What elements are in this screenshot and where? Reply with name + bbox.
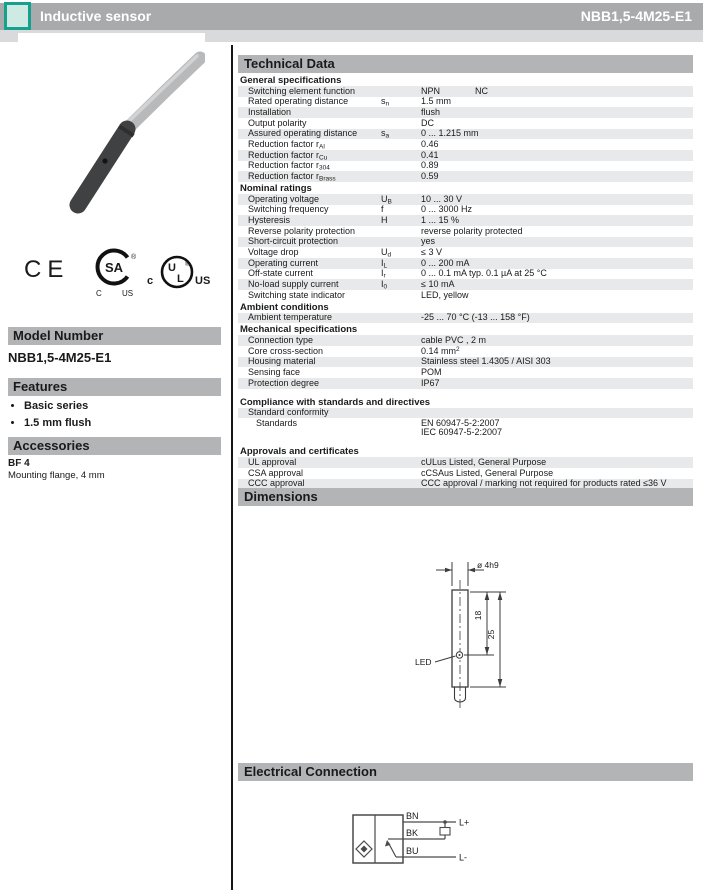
terminal-label-minus: L- — [459, 852, 468, 863]
spec-label: Off-state current — [248, 268, 313, 279]
spec-label: Short-circuit protection — [248, 236, 339, 247]
spec-value: 1 ... 15 % — [421, 215, 460, 226]
spec-value: LED, yellow — [421, 289, 469, 300]
spec-label: Reduction factor $r_{Al}$ — [248, 139, 325, 151]
spec-table — [238, 74, 693, 489]
spec-label: CSA approval — [248, 467, 304, 478]
main-content — [238, 0, 693, 890]
spec-label: Operating current — [248, 257, 319, 268]
column-divider — [231, 45, 233, 890]
spec-symbol: $s_n$ — [381, 96, 390, 108]
spec-value: cCSAus Listed, General Purpose — [421, 467, 554, 478]
spec-label: CCC approval — [248, 478, 305, 489]
spec-value: reverse polarity protected — [421, 225, 523, 236]
spec-row — [238, 86, 693, 97]
spec-symbol: H — [381, 215, 388, 226]
spec-row — [238, 247, 693, 258]
wire-label-bn: BN — [406, 811, 419, 821]
spec-label: Ambient temperature — [248, 312, 333, 323]
spec-value: 0 ... 0.1 mA typ. 0.1 µA at 25 °C — [421, 268, 547, 279]
spec-label: Installation — [248, 107, 292, 118]
spec-value: 1.5 mm — [421, 96, 452, 107]
dim-label-25: 25 — [486, 629, 496, 640]
spec-label: Operating voltage — [248, 193, 320, 204]
spec-row — [238, 378, 693, 389]
accessory-description: Mounting flange, 4 mm — [8, 470, 105, 481]
spec-row — [238, 171, 693, 182]
spec-value: 0.41 — [421, 149, 439, 160]
spec-value: 0 ... 1.215 mm — [421, 128, 479, 139]
spec-row — [238, 357, 693, 368]
spec-row — [238, 457, 693, 468]
spec-value: ≤ 3 V — [421, 247, 442, 258]
spec-label: Connection type — [248, 335, 314, 346]
spec-value: ≤ 10 mA — [421, 279, 455, 290]
spec-value: EN 60947-5-2:2007 IEC 60947-5-2:2007 — [421, 418, 503, 438]
svg-text:®: ® — [185, 262, 190, 268]
spec-value: yes — [421, 236, 436, 247]
page-title: Inductive sensor — [40, 8, 152, 24]
spec-label: Standard conformity — [248, 407, 329, 418]
spec-row — [238, 226, 693, 237]
spec-label: Core cross-section — [248, 345, 324, 356]
spec-symbol: f — [381, 204, 384, 215]
ce-mark-icon: CE — [24, 256, 70, 283]
spec-symbol: $U_d$ — [381, 247, 392, 259]
wiring-diagram — [238, 790, 693, 890]
spec-row — [238, 215, 693, 226]
spec-row — [238, 313, 693, 324]
spec-symbol: $I_0$ — [381, 279, 388, 291]
sensor-hole — [102, 158, 107, 163]
spec-value: CCC approval / marking not required for products rated ≤36 V — [421, 478, 667, 489]
spec-section-header: General specifications — [240, 75, 342, 86]
spec-label: Switching state indicator — [248, 289, 346, 300]
spec-symbol: $I_L$ — [381, 257, 388, 270]
feature-item: • 1.5 mm flush — [24, 415, 91, 432]
spec-row — [238, 97, 693, 108]
svg-text:L: L — [177, 273, 184, 285]
spec-value: cable PVC , 2 m — [421, 335, 487, 346]
spec-row — [238, 150, 693, 161]
technical-data-title: Technical Data — [238, 55, 693, 73]
spec-row — [238, 279, 693, 290]
spec-symbol: $s_a$ — [381, 128, 390, 140]
brand-icon — [4, 2, 31, 30]
spec-section-header: Nominal ratings — [240, 183, 312, 195]
header-model-number: NBB1,5-4M25-E1 — [580, 8, 692, 24]
model-number-header: Model Number — [8, 327, 221, 345]
spec-value: IP67 — [421, 377, 440, 388]
spec-row — [238, 237, 693, 248]
features-list — [8, 398, 91, 432]
dim-label-18: 18 — [473, 610, 483, 621]
spec-value: flush — [421, 107, 441, 118]
wire-label-bk: BK — [406, 828, 419, 838]
spec-label: Voltage drop — [248, 247, 299, 258]
spec-value: 0.89 — [421, 160, 439, 171]
accessory-name: BF 4 — [8, 458, 30, 469]
accessories-header: Accessories — [8, 437, 221, 455]
svg-text:C: C — [96, 289, 102, 298]
spec-row — [238, 346, 693, 357]
spec-label: Switching element function — [248, 85, 356, 96]
electrical-connection-title: Electrical Connection — [238, 763, 693, 781]
spec-value: 0.59 — [421, 171, 439, 182]
spec-section-header: Approvals and certificates — [240, 446, 359, 458]
spec-value: POM — [421, 367, 442, 378]
spec-label: Sensing face — [248, 367, 301, 378]
spec-row — [238, 205, 693, 216]
spec-row — [238, 258, 693, 269]
spec-label: Reduction factor $r_{Brass}$ — [248, 171, 336, 183]
spec-row — [238, 139, 693, 150]
spec-value: Stainless steel 1.4305 / AISI 303 — [421, 356, 551, 367]
spec-row — [238, 161, 693, 172]
spec-label: UL approval — [248, 457, 297, 468]
svg-text:US: US — [195, 275, 210, 287]
switch-lever — [389, 843, 397, 857]
spec-symbol: $U_B$ — [381, 193, 392, 206]
spec-value: 0 ... 3000 Hz — [421, 204, 473, 215]
spec-value: NPN NC — [421, 85, 488, 96]
spec-symbol: $I_r$ — [381, 268, 386, 280]
spec-label: Rated operating distance — [248, 96, 349, 107]
spec-value: cULus Listed, General Purpose — [421, 457, 547, 468]
spec-row — [238, 118, 693, 129]
svg-text:U: U — [168, 262, 176, 274]
spec-value: 10 ... 30 V — [421, 193, 463, 204]
terminal-label-plus: L+ — [459, 817, 470, 828]
svg-text:US: US — [122, 289, 134, 298]
spec-row — [238, 408, 693, 419]
spec-section-header: Ambient conditions — [240, 301, 329, 313]
spec-value: 0.46 — [421, 139, 439, 150]
spec-label: Output polarity — [248, 117, 307, 128]
spec-label: Switching frequency — [248, 204, 329, 215]
spec-label: No-load supply current — [248, 279, 339, 290]
junction-dot — [443, 820, 447, 824]
spec-label: Reduction factor $r_{Cu}$ — [248, 149, 328, 162]
spec-value: 0.14 $mm^2$ — [421, 345, 460, 356]
sidebar — [0, 0, 231, 890]
dimension-drawing — [238, 512, 693, 757]
svg-text:SA: SA — [104, 260, 124, 275]
csa-logo-icon — [90, 246, 140, 300]
spec-label: Hysteresis — [248, 215, 291, 226]
spec-value: -25 ... 70 °C (-13 ... 158 °F) — [421, 312, 530, 323]
spec-row — [238, 418, 693, 438]
spec-value: DC — [421, 117, 434, 128]
spec-label: Reduction factor $r_{304}$ — [248, 160, 330, 172]
spec-row — [238, 129, 693, 140]
spec-value: 0 ... 200 mA — [421, 257, 470, 268]
spec-label: Protection degree — [248, 377, 320, 388]
dimensions-title: Dimensions — [238, 488, 693, 506]
spec-row — [238, 335, 693, 346]
spec-label: Housing material — [248, 356, 316, 367]
spec-row — [238, 367, 693, 378]
svg-text:c: c — [147, 275, 154, 287]
spec-row — [238, 468, 693, 479]
spec-label: Reverse polarity protection — [248, 225, 356, 236]
svg-text:®: ® — [131, 254, 137, 261]
diameter-label: ø 4h9 — [477, 560, 499, 570]
led-label: LED — [415, 657, 432, 667]
spec-label: Assured operating distance — [248, 128, 358, 139]
spec-row — [238, 107, 693, 118]
features-header: Features — [8, 378, 221, 396]
spec-section-header: Mechanical specifications — [240, 324, 358, 336]
ul-logo-icon — [144, 254, 210, 292]
wire-label-bu: BU — [406, 846, 419, 856]
spec-label: Standards — [256, 418, 298, 429]
load-symbol-icon — [440, 828, 450, 836]
spec-row — [238, 269, 693, 280]
model-number-value: NBB1,5-4M25-E1 — [8, 350, 112, 365]
feature-item: • Basic series — [24, 398, 91, 415]
spec-section-header: Compliance with standards and directives — [240, 396, 431, 408]
spec-row — [238, 290, 693, 301]
spec-row — [238, 194, 693, 205]
